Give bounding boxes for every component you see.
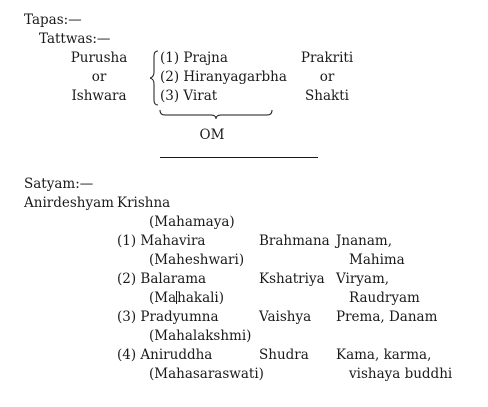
quality-viryam: Viryam, <box>336 271 390 287</box>
section-divider <box>160 157 318 158</box>
mahamaya-label: (Mahamaya) <box>149 214 235 230</box>
deity-mahavira: (1) Mahavira <box>117 233 206 249</box>
krishna-label: Krishna <box>117 195 171 211</box>
shakti-maheshwari: (Maheshwari) <box>149 252 245 268</box>
or-label-left: or <box>91 69 107 85</box>
shakti-mahalakshmi: (Mahalakshmi) <box>149 328 252 344</box>
quality-vishaya-buddhi: vishaya buddhi <box>349 366 453 382</box>
shakti-label: Shakti <box>305 88 349 104</box>
varna-shudra: Shudra <box>259 347 309 363</box>
prakriti-label: Prakriti <box>300 50 354 66</box>
quality-raudryam: Raudryam <box>349 290 420 306</box>
varna-vaishya: Vaishya <box>259 309 312 325</box>
shakti-mahakali <box>149 290 224 306</box>
quality-mahima: Mahima <box>349 252 405 268</box>
deity-aniruddha: (4) Aniruddha <box>117 347 213 363</box>
quality-jnanam: Jnanam, <box>336 233 392 249</box>
om-label: OM <box>199 127 225 143</box>
satyam-heading: Satyam:— <box>24 176 94 192</box>
anirdeshyam-label: Anirdeshyam <box>24 195 114 211</box>
or-label-right: or <box>319 69 335 85</box>
deity-balarama: (2) Balarama <box>117 271 207 287</box>
shakti-mahasaraswati: (Mahasaraswati) <box>149 366 264 382</box>
varna-brahmana: Brahmana <box>259 233 330 249</box>
left-brace <box>148 50 160 106</box>
quality-prema-danam: Prema, Danam <box>336 309 438 325</box>
shakti-mahakali-part1: (Ma <box>149 290 177 306</box>
shakti-mahakali-part2: hakali) <box>177 290 225 306</box>
tattwas-heading: Tattwas:— <box>39 31 111 47</box>
ishwara-label: Ishwara <box>71 88 127 104</box>
tattwa-virat: (3) Virat <box>160 88 218 104</box>
tapas-heading: Tapas:— <box>24 12 82 28</box>
varna-kshatriya: Kshatriya <box>259 271 325 287</box>
quality-kama-karma: Kama, karma, <box>336 347 432 363</box>
tattwa-hiranyagarbha: (2) Hiranyagarbha <box>160 69 287 85</box>
deity-pradyumna: (3) Pradyumna <box>117 309 219 325</box>
tattwa-prajna: (1) Prajna <box>160 50 228 66</box>
purusha-label: Purusha <box>70 50 128 66</box>
under-brace <box>160 110 272 120</box>
